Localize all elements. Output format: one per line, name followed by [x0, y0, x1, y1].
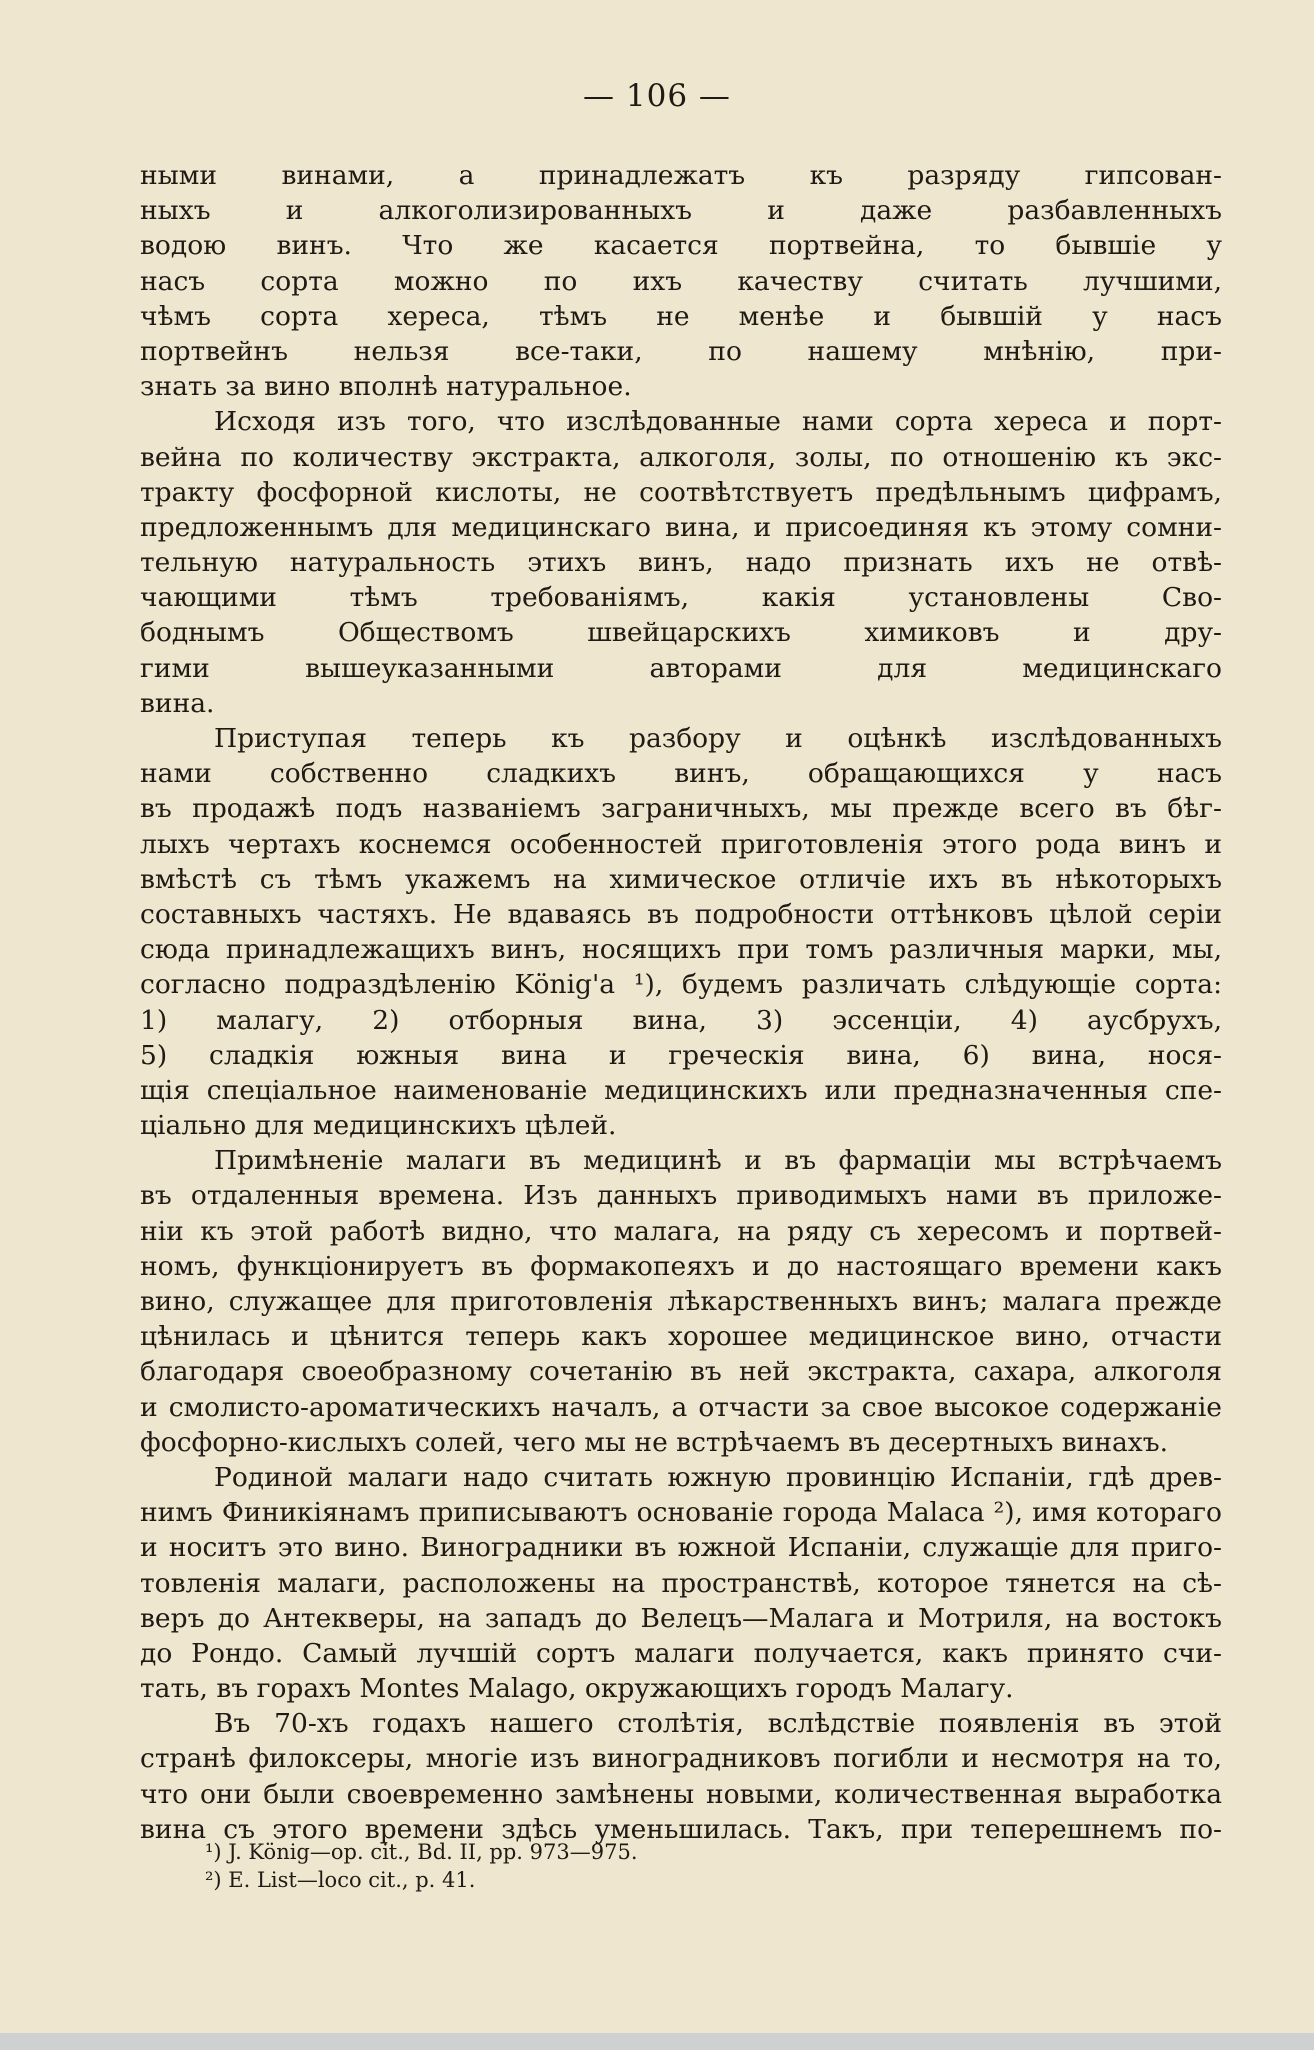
text-line: предложеннымъ для медицинскаго вина, и присоединяя къ этому сомни-: [140, 511, 1222, 543]
text-line: знать за вино вполнѣ натуральное.: [140, 371, 632, 403]
text-line: странѣ филоксеры, многіе изъ виноградниковъ погибли и несмотря на то,: [140, 1743, 1222, 1775]
text-line: и смолисто-ароматическихъ началъ, а отчасти за свое высокое содержаніе: [140, 1391, 1222, 1423]
text-line: вмѣстѣ съ тѣмъ укажемъ на химическое отличіе ихъ въ нѣкоторыхъ: [140, 863, 1222, 895]
text-line: 5) сладкія южныя вина и греческія вина, 6) вина, нося-: [140, 1039, 1222, 1071]
text-line: Родиной малаги надо считать южную провинцію Испаніи, гдѣ древ-: [214, 1461, 1222, 1493]
text-line: до Рондо. Самый лучшій сортъ малаги получается, какъ принято счи-: [140, 1637, 1222, 1669]
scan-bottom-edge: [0, 2033, 1314, 2050]
text-line: чѣмъ сорта хереса, тѣмъ не менѣе и бывшій у насъ: [140, 300, 1222, 332]
text-line: вина.: [140, 687, 215, 719]
text-line: 1) малагу, 2) отборныя вина, 3) эссенціи, 4) аусбрухъ,: [140, 1004, 1222, 1036]
text-line: нами собственно сладкихъ винъ, обращающихся у насъ: [140, 758, 1222, 790]
text-line: веръ до Антекверы, на западъ до Велецъ—Малага и Мотриля, на востокъ: [140, 1602, 1222, 1634]
text-line: тать, въ горахъ Montes Malago, окружающихъ городъ Малагу.: [140, 1673, 1014, 1705]
text-line: вина съ этого времени здѣсь уменьшилась. Такъ, при теперешнемъ по-: [140, 1813, 1222, 1845]
text-line: чающими тѣмъ требованіямъ, какія установлены Сво-: [140, 582, 1222, 614]
text-line: лыхъ чертахъ коснемся особенностей приготовленія этого рода винъ и: [140, 828, 1222, 860]
body-text: [140, 158, 1222, 1847]
text-line: что они были своевременно замѣнены новыми, количественная выработка: [140, 1778, 1222, 1810]
text-line: согласно подраздѣленію König'а ¹), будемъ различать слѣдующіе сорта:: [140, 969, 1222, 1001]
text-line: нимъ Финикіянамъ приписываютъ основаніе города Malaca ²), имя котораго: [140, 1497, 1222, 1529]
text-line: тельную натуральность этихъ винъ, надо признать ихъ не отвѣ-: [140, 547, 1222, 579]
text-line: составныхъ частяхъ. Не вдаваясь въ подробности оттѣнковъ цѣлой серіи: [140, 898, 1222, 930]
text-line: боднымъ Обществомъ швейцарскихъ химиковъ и дру-: [140, 617, 1222, 649]
text-line: ціально для медицинскихъ цѣлей.: [140, 1110, 617, 1142]
text-line: портвейнъ нельзя все-таки, по нашему мнѣнію, при-: [140, 335, 1222, 367]
text-line: и носитъ это вино. Виноградники въ южной Испаніи, служащіе для приго-: [140, 1532, 1222, 1564]
text-line: насъ сорта можно по ихъ качеству считать лучшими,: [140, 265, 1222, 297]
text-line: ными винами, а принадлежатъ къ разряду гипсован-: [140, 160, 1222, 191]
text-line: товленія малаги, расположены на пространствѣ, которое тянется на сѣ-: [140, 1567, 1222, 1599]
text-line: благодаря своеобразному сочетанію въ ней экстракта, сахара, алкоголя: [140, 1356, 1222, 1388]
text-line: фосфорно-кислыхъ солей, чего мы не встрѣчаемъ въ десертныхъ винахъ.: [140, 1426, 1169, 1458]
text-line: щія спеціальное наименованіе медицинскихъ или предназначенныя спе-: [140, 1074, 1222, 1106]
page-number: — 106 —: [583, 78, 731, 114]
text-line: Въ 70-хъ годахъ нашего столѣтія, вслѣдствіе появленія въ этой: [214, 1708, 1222, 1740]
text-line: водою винъ. Что же касается портвейна, то бывшіе у: [140, 230, 1222, 262]
text-line: Примѣненіе малаги въ медицинѣ и въ фармаціи мы встрѣчаемъ: [214, 1145, 1222, 1177]
text-line: гими вышеуказанными авторами для медицинскаго: [140, 652, 1222, 684]
text-line: тракту фосфорной кислоты, не соотвѣтствуетъ предѣльнымъ цифрамъ,: [140, 476, 1222, 508]
text-line: сюда принадлежащихъ винъ, носящихъ при томъ различныя марки, мы,: [140, 934, 1222, 966]
text-line: вино, служащее для приготовленія лѣкарственныхъ винъ; малага прежде: [140, 1286, 1222, 1317]
text-line: вейна по количеству экстракта, алкоголя, золы, по отношенію къ экс-: [140, 441, 1222, 473]
text-line: Исходя изъ того, что изслѣдованные нами сорта хереса и порт-: [214, 406, 1222, 438]
text-line: ніи къ этой работѣ видно, что малага, на ряду съ хересомъ и портвей-: [140, 1215, 1222, 1247]
text-line: номъ, функціонируетъ въ формакопеяхъ и до настоящаго времени какъ: [140, 1250, 1222, 1282]
text-line: въ продажѣ подъ названіемъ заграничныхъ, мы прежде всего въ бѣг-: [140, 793, 1222, 825]
text-line: цѣнилась и цѣнится теперь какъ хорошее медицинское вино, отчасти: [140, 1321, 1222, 1353]
text-line: въ отдаленныя времена. Изъ данныхъ приводимыхъ нами въ приложе-: [140, 1180, 1222, 1212]
footnote: ¹) J. König—op. cit., Bd. II, pp. 973—975.: [205, 1840, 638, 1864]
text-line: ныхъ и алкоголизированныхъ и даже разбавленныхъ: [140, 195, 1222, 227]
footnotes: [205, 1838, 1105, 1894]
text-line: Приступая теперь къ разбору и оцѣнкѣ изслѣдованныхъ: [214, 723, 1222, 754]
footnote: ²) E. List—loco cit., p. 41.: [205, 1868, 476, 1892]
